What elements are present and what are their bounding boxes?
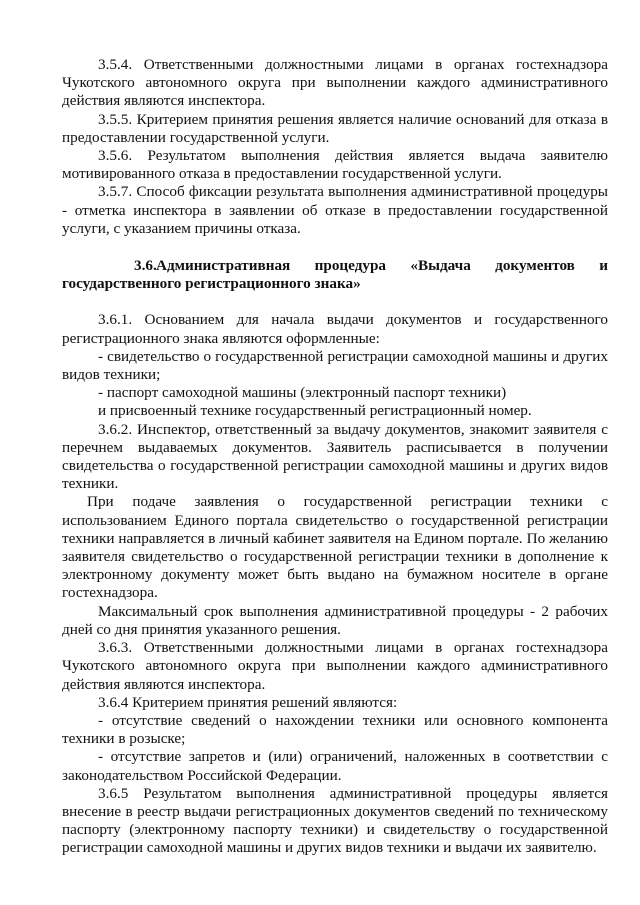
paragraph-3-5-7: 3.5.7. Способ фиксации результата выполнения административной процедуры - отметка инспектора в заявлении об отказе в предоставлении государственной услуги, с указанием причины отказа. [62,183,608,237]
paragraph-3-6-2: 3.6.2. Инспектор, ответственный за выдачу документов, знакомит заявителя с перечнем выдаваемых документов. Заявитель расписывается в получении свидетельства о государственной регистрации самоходной машины и других видов техники. [62,420,608,493]
section-title: Административная процедура «Выдача документов и государственного регистрационного знака» [62,257,608,293]
list-item: - отсутствие сведений о нахождении техники или основного компонента техники в розыске; [62,711,608,748]
list-item: - отсутствие запретов и (или) ограничений, наложенных в соответствии с законодательством Российской Федерации. [62,748,608,784]
list-item: - свидетельство о государственной регистрации самоходной машины и других видов техники; [62,347,608,384]
list-item: - паспорт самоходной машины (электронный паспорт техники) [98,384,507,402]
paragraph-3-6-1: 3.6.1. Основанием для начала выдачи документов и государственного регистрационного знака являются оформленные: [62,311,608,347]
section-number: 3.6. [134,257,157,275]
list-item: и присвоенный технике государственный регистрационный номер. [98,402,532,420]
spacer [62,293,608,311]
paragraph-3-6-4: 3.6.4 Критерием принятия решений являются: [98,693,398,711]
paragraph-3-6-5: 3.6.5 Результатом выполнения административной процедуры является внесение в реестр выдачи регистрационных документов сведений по техническому паспорту (электронному паспорту техники) и свидетельству о государственной регистрации самоходной машины и других видов техники и выдачи их заявителю. [62,784,608,857]
paragraph-3-5-6: 3.5.6. Результатом выполнения действия является выдача заявителю мотивированного отказа в предоставлении государственной услуги. [62,147,608,183]
spacer [62,238,608,257]
paragraph-3-5-4: 3.5.4. Ответственными должностными лицами в органах гостехнадзора Чукотского автономного округа при выполнении каждого административного действия являются инспектора. [62,56,608,110]
paragraph-portal: При подаче заявления о государственной регистрации техники с использованием Единого портала свидетельство о государственной регистрации техники направляется в личный кабинет заявителя на Едином портале. По желанию заявителя свидетельство о государственной регистрации техники в дополнение к электронному документу может быть выдано на бумажном носителе в органе гостехнадзора. [62,493,608,602]
paragraph-3-5-5: 3.5.5. Критерием принятия решения является наличие оснований для отказа в предоставлении государственной услуги. [62,110,608,146]
section-heading-3-6 [62,257,608,293]
paragraph-3-6-3: 3.6.3. Ответственными должностными лицами в органах гостехнадзора Чукотского автономного округа при выполнении каждого административного действия являются инспектора. [62,639,608,693]
paragraph-max-term: Максимальный срок выполнения административной процедуры - 2 рабочих дней со дня принятия указанного решения. [62,602,608,638]
